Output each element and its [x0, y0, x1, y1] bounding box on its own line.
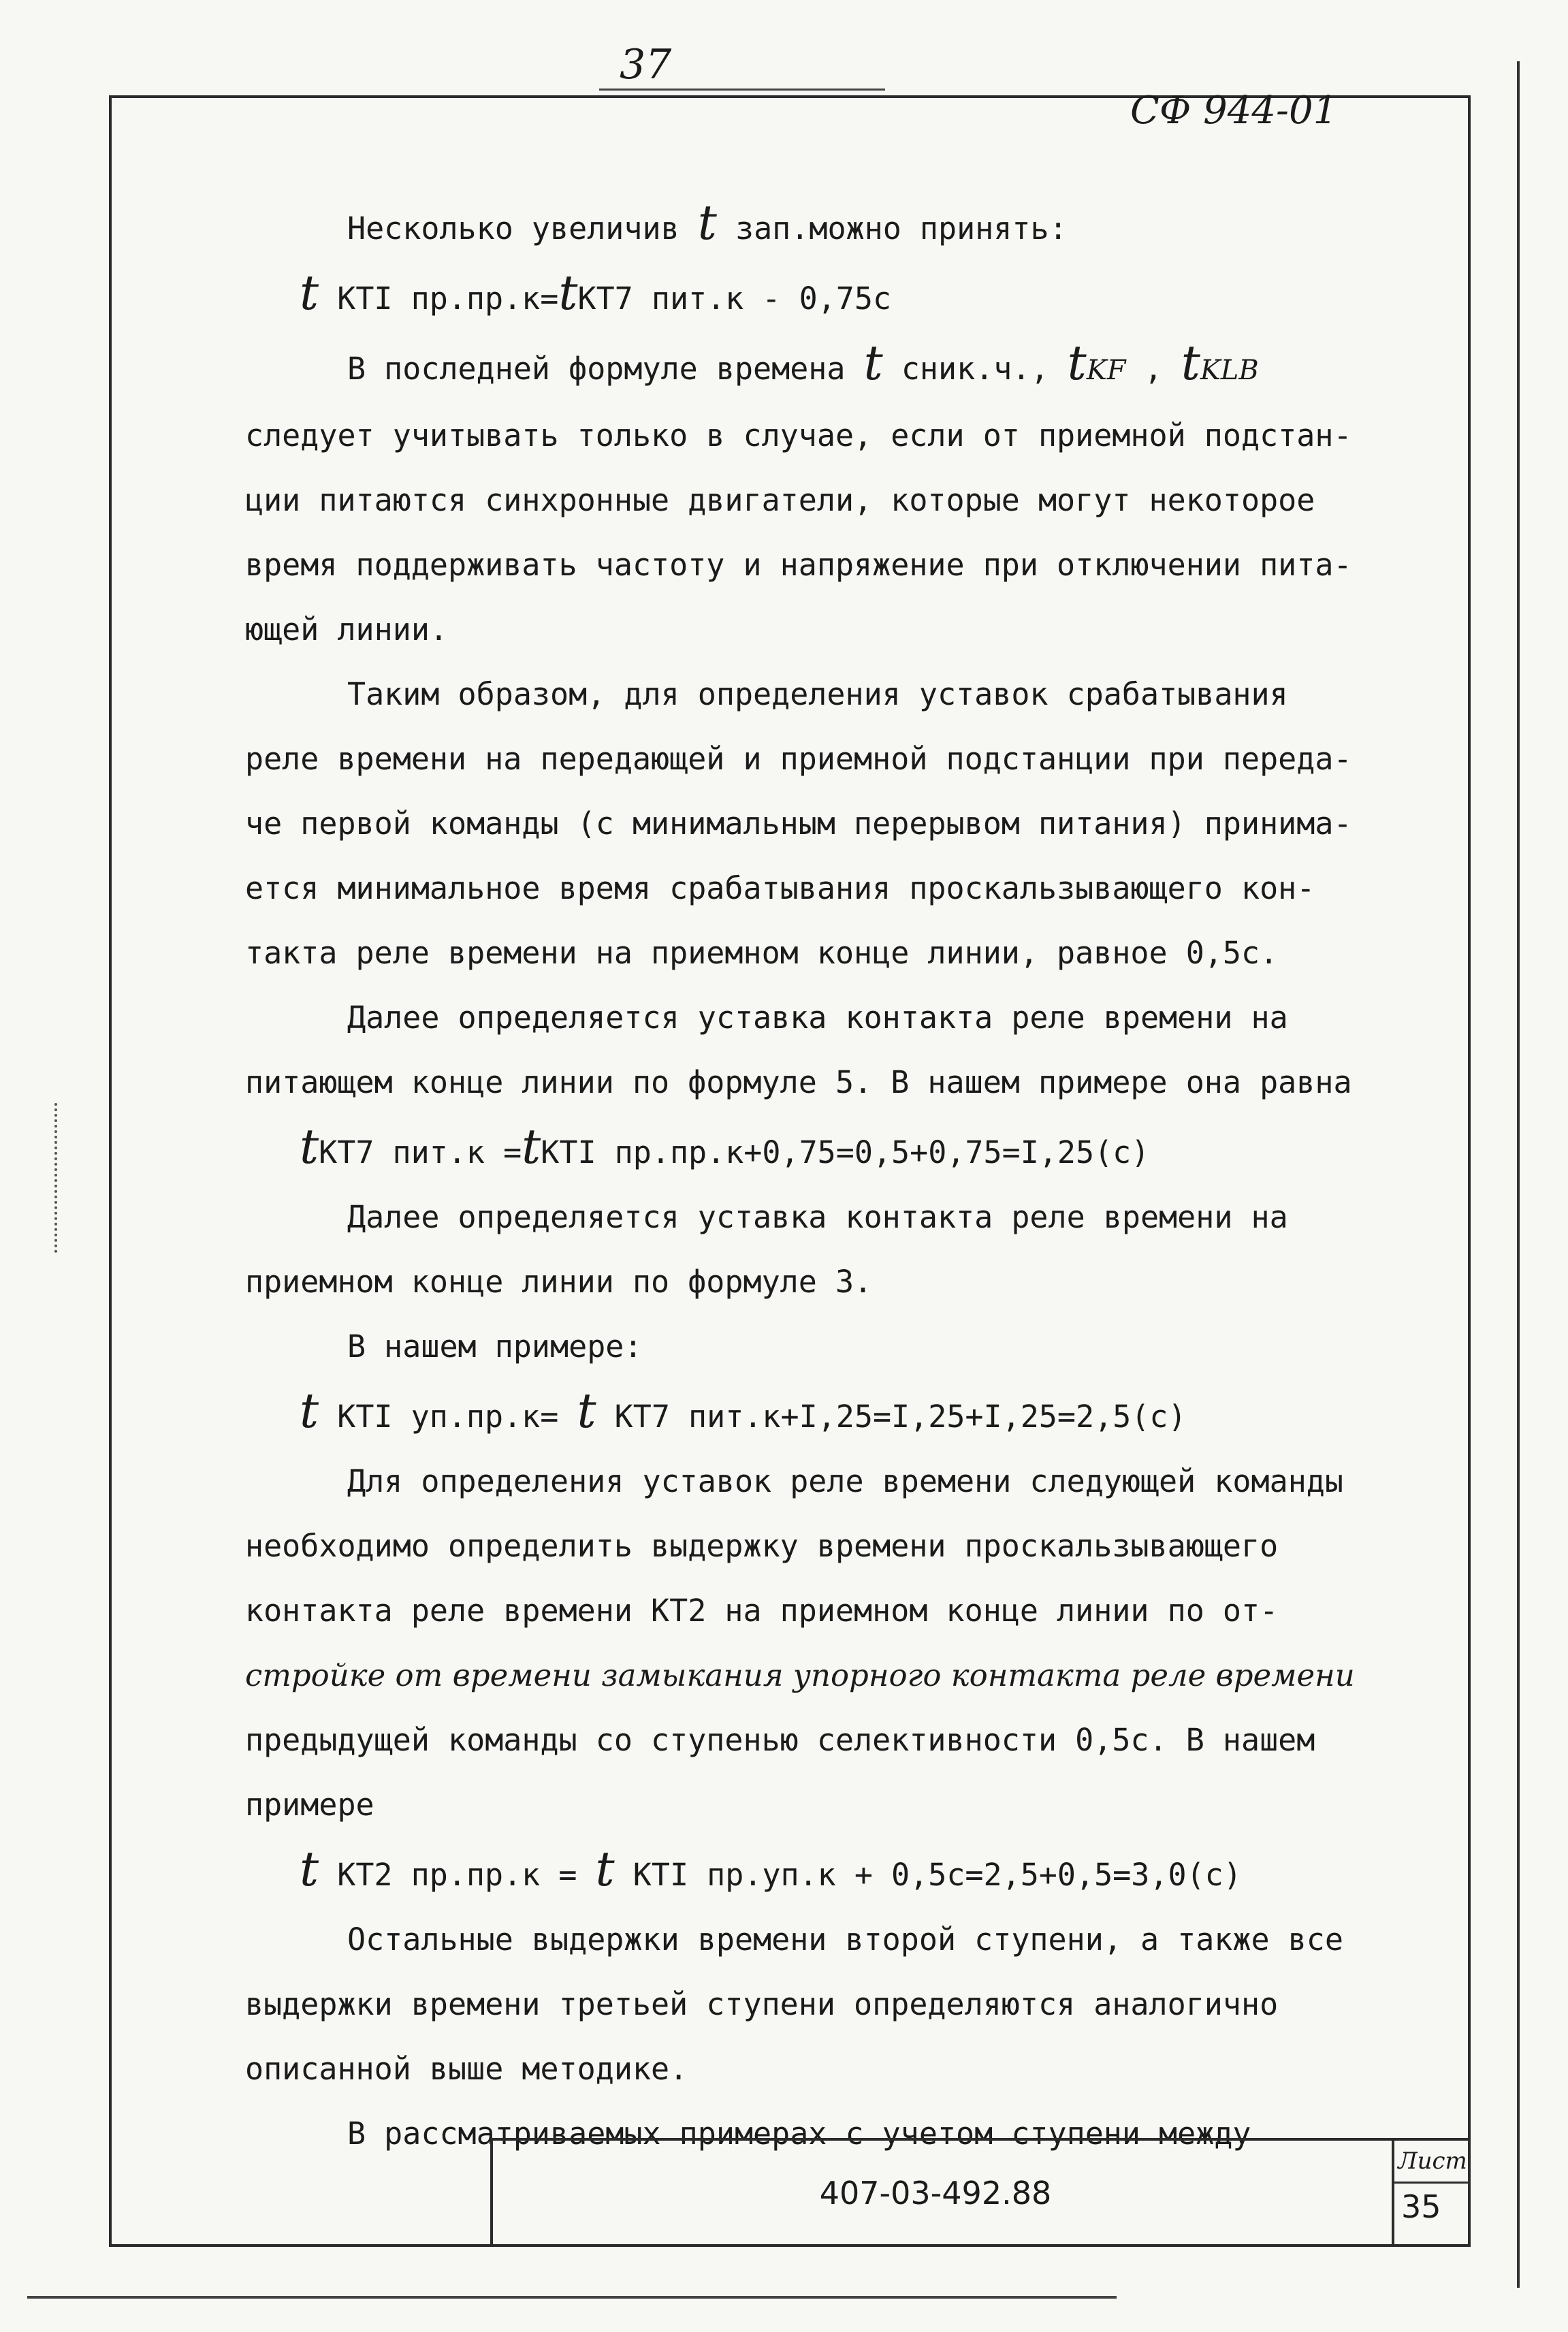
- text-line: Для определения уставок реле времени следующей команды: [347, 1463, 1343, 1499]
- formula-text: КТI уп.пр.к=: [319, 1399, 577, 1435]
- formula-text: КТ7 пит.к - 0,75с: [577, 281, 892, 317]
- title-block: [490, 2138, 1471, 2247]
- text-line: ции питаются синхронные двигатели, которые могут некоторое: [245, 482, 1315, 518]
- text-line: ,: [1125, 351, 1181, 387]
- text-line: необходимо определить выдержку времени проскальзывающего: [245, 1528, 1279, 1564]
- text-line: выдержки времени третьей ступени определяются аналогично: [245, 1986, 1279, 2022]
- paragraph: [245, 331, 1416, 403]
- text-line: стройке от времени замыкания упорного контакта реле времени: [245, 1657, 1355, 1693]
- text-line: реле времени на передающей и приемной подстанции при переда-: [245, 741, 1352, 777]
- formula-2: [245, 1115, 1416, 1185]
- right-binding-rule: [1517, 61, 1520, 2288]
- text-line: следует учитывать только в случае, если от приемной подстан-: [245, 417, 1352, 453]
- time-symbol: t: [300, 1119, 319, 1175]
- formula-4: [245, 1837, 1416, 1907]
- sheet-cell: [1392, 2141, 1471, 2247]
- formula-1: [245, 261, 1416, 331]
- text-line: Далее определяется уставка контакта реле времени на: [347, 1000, 1288, 1036]
- formula-text: КТ7 пит.к+I,25=I,25+I,25=2,5(с): [596, 1399, 1187, 1435]
- formula-text: КТ2 пр.пр.к =: [319, 1857, 596, 1893]
- margin-marks: [54, 1103, 61, 1253]
- time-symbol: t: [863, 335, 883, 391]
- time-symbol: t: [300, 1383, 319, 1439]
- formula-text: КТI пр.пр.к+0,75=0,5+0,75=I,25(с): [541, 1134, 1150, 1170]
- text-line: такта реле времени на приемном конце линии, равное 0,5с.: [245, 935, 1279, 971]
- page-number-underline: [599, 89, 885, 91]
- time-symbol: t: [697, 195, 717, 251]
- formula-text: КТI пр.уп.к + 0,5с=2,5+0,5=3,0(с): [614, 1857, 1242, 1893]
- page-number: 37: [620, 41, 672, 89]
- sheet-label: Лист: [1394, 2141, 1471, 2184]
- text-line: Остальные выдержки времени второй ступени, а также все: [347, 1921, 1343, 1958]
- text-line: В рассматриваемых примерах с учетом ступени между: [347, 2115, 1251, 2152]
- formula-3: [245, 1379, 1416, 1449]
- formula-text: КТ7 пит.к =: [319, 1134, 522, 1170]
- paragraph: [245, 191, 1416, 261]
- text-line: примере: [245, 1787, 374, 1823]
- text-line: описанной выше методике.: [245, 2051, 688, 2087]
- text-line: че первой команды (с минимальным перерывом питания) принима-: [245, 805, 1352, 842]
- text-line: предыдущей команды со ступенью селективности 0,5с. В нашем: [245, 1722, 1315, 1758]
- time-symbol: t: [522, 1119, 541, 1175]
- time-symbol: t: [558, 265, 578, 321]
- bottom-rule: [27, 2296, 1117, 2299]
- subscript: KF: [1086, 355, 1126, 386]
- text-line: Несколько увеличив: [347, 210, 679, 246]
- time-symbol: t: [595, 1841, 615, 1897]
- sheet-number: 35: [1401, 2188, 1441, 2225]
- text-line: ющей линии.: [245, 611, 449, 648]
- time-symbol: t: [300, 265, 319, 321]
- text-line: В последней формуле времена: [347, 351, 864, 387]
- formula-text: КТI пр.пр.к=: [319, 281, 559, 317]
- text-line: Далее определяется уставка контакта реле времени на: [347, 1199, 1288, 1235]
- text-line: время поддерживать частоту и напряжение при отключении пита-: [245, 547, 1352, 583]
- text-line: ется минимальное время срабатывания проскальзывающего кон-: [245, 870, 1315, 906]
- text-line: приемном конце линии по формуле 3.: [245, 1264, 873, 1300]
- title-block-code: 407-03-492.88: [819, 2175, 1052, 2211]
- time-symbol: t: [1181, 335, 1200, 391]
- time-symbol: t: [577, 1383, 596, 1439]
- document-code: СФ 944-01: [1130, 89, 1338, 133]
- time-symbol: t: [300, 1841, 319, 1897]
- document-body: [245, 191, 1416, 2166]
- text-line: контакта реле времени КТ2 на приемном конце линии по от-: [245, 1593, 1279, 1629]
- text-line: сник.ч.,: [882, 351, 1068, 387]
- time-symbol: t: [1067, 335, 1087, 391]
- text-line: В нашем примере:: [347, 1328, 643, 1364]
- subscript: KLB: [1200, 355, 1259, 386]
- text-line: питающем конце линии по формуле 5. В нашем примере она равна: [245, 1064, 1352, 1100]
- text-line: Таким образом, для определения уставок срабатывания: [347, 676, 1288, 712]
- text-line: зап.можно принять:: [716, 210, 1068, 246]
